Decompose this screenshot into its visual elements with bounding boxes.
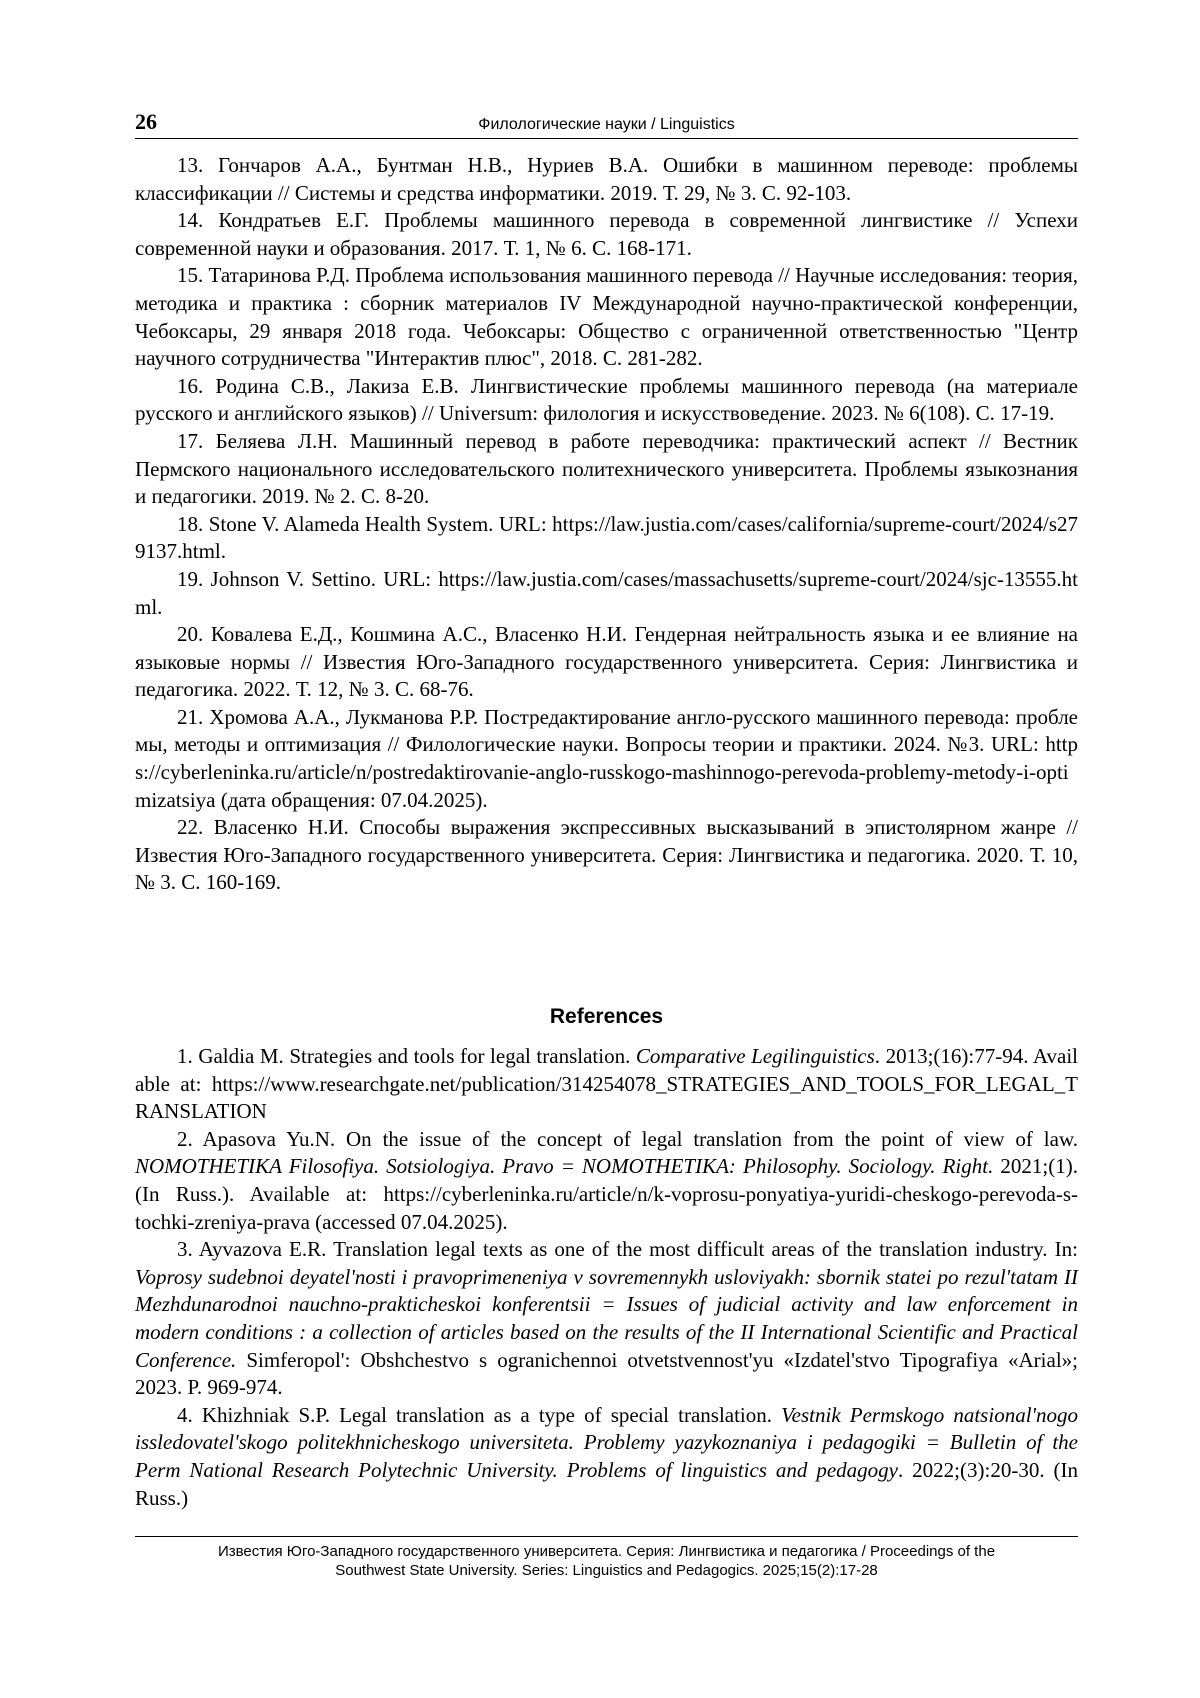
reference-list-english	[135, 1043, 1078, 1512]
reference-text: Татаринова Р.Д. Проблема использования машинного перевода // Научные исследования: теория, методика и практика : сборник материалов IV Международной научно-практической конференции, Чебоксары, 29 января 2018 года. Чебоксары: Общество с ограниченной ответственностью "Центр научного сотрудничества "Интерактив плюс", 2018. С. 281-282.	[135, 263, 1079, 371]
reference-details: 2021;(1). (In Russ.). Available at: https://cyberleninka.ru/article/n/k-voprosu-ponyatiya-yuridi-cheskogo-perevoda-s-tochki-zreniya-prava (accessed 07.04.2025).	[135, 1154, 1078, 1234]
reference-number: 15.	[177, 263, 204, 288]
journal-title: Comparative Legilinguistics	[635, 1044, 875, 1068]
reference-item	[135, 373, 1078, 428]
reference-item	[135, 1043, 1078, 1126]
reference-number: 1.	[177, 1044, 193, 1068]
reference-text: Кондратьев Е.Г. Проблемы машинного перевода в современной лингвистике // Успехи современной науки и образования. 2017. Т. 1, № 6. С. 168-171.	[135, 208, 1079, 260]
reference-number: 14.	[177, 208, 204, 233]
reference-item	[135, 621, 1078, 704]
reference-number: 3.	[177, 1237, 193, 1262]
reference-details: . 2013;(16):77-94. Available at: https://www.researchgate.net/publication/314254078_STRATEGIES_AND_TOOLS_FOR_LEGAL_TRANSLATION	[135, 1044, 1078, 1124]
reference-item	[135, 511, 1078, 566]
reference-number: 4.	[177, 1402, 193, 1427]
footer-line-2: Southwest State University. Series: Linguistics and Pedagogics. 2025;15(2):17-28	[335, 1562, 878, 1579]
reference-number: 17.	[177, 428, 204, 453]
reference-text: Хромова А.А., Лукманова Р.Р. Постредактирование англо-русского машинного перевода: проблемы, методы и оптимизация // Филологические науки. Вопросы теории и практики. 2024. №3. URL: https://cyberleninka.ru/article/n/postredaktirovanie-anglo-russkogo-mashinnogo-perevoda-problemy-metody-i-optimizatsiya (дата обращения: 07.04.2025).	[135, 704, 1078, 812]
reference-number: 2.	[177, 1126, 193, 1151]
reference-details: Simferopol': Obshchestvo s ogranichennoi otvetstvennost'yu «Izdatel'stvo Tipografiya «Arial»; 2023. P. 969-974.	[135, 1347, 1078, 1400]
reference-item	[135, 1126, 1078, 1236]
reference-text: Apasova Yu.N. On the issue of the concept of legal translation from the point of view of law.	[202, 1126, 1078, 1151]
reference-text: Johnson V. Settino. URL: https://law.justia.com/cases/massachusetts/supreme-court/2024/sjc-13555.html.	[135, 566, 1079, 619]
reference-text: Ayvazova E.R. Translation legal texts as one of the most difficult areas of the translation industry. In:	[198, 1237, 1078, 1262]
reference-number: 13.	[177, 153, 204, 177]
footer-line-1: Известия Юго-Западного государственного университета. Серия: Лингвистика и педагогика / Proceedings of the	[217, 1543, 996, 1560]
reference-number: 16.	[177, 373, 204, 398]
page-header	[135, 108, 1078, 139]
running-title: Филологические науки / Linguistics	[478, 116, 735, 133]
references-heading: References	[549, 1005, 664, 1028]
reference-text: Власенко Н.И. Способы выражения экспрессивных высказываний в эпистолярном жанре // Известия Юго-Западного государственного университета. Серия: Лингвистика и педагогика. 2020. Т. 10, № 3. С. 160-169.	[135, 815, 1079, 895]
page-number: 26	[135, 109, 157, 134]
reference-list-russian	[135, 152, 1078, 897]
reference-text: Galdia M. Strategies and tools for legal translation.	[198, 1044, 631, 1068]
journal-title: Voprosy sudebnoi deyatel'nosti i pravoprimeneniya v sovremennykh usloviyakh: sbornik statei po rezul'tatam II Mezhdunarodnoi nauchno-prakticheskoi konferentsii = Issues of judicial activity and law enforcement in modern conditions : a collection of articles based on the results of the II International Scientific and Practical Conference.	[135, 1264, 1078, 1372]
reference-item	[135, 566, 1078, 621]
reference-item	[135, 152, 1078, 207]
reference-item	[135, 1402, 1078, 1512]
reference-number: 20.	[177, 622, 204, 647]
reference-number: 19.	[177, 566, 204, 591]
reference-item	[135, 1236, 1078, 1402]
reference-text: Беляева Л.Н. Машинный перевод в работе переводчика: практический аспект // Вестник Пермского национального исследовательского политехнического университета. Проблемы языкознания и педагогики. 2019. № 2. С. 8-20.	[135, 428, 1079, 509]
journal-title: Vestnik Permskogo natsional'nogo issledovatel'skogo politekhnicheskogo universiteta. Problemy yazykoznaniya i pedagogiki = Bulletin of the Perm National Research Polytechnic University. Problems of linguistics and pedagogy	[135, 1402, 1079, 1482]
reference-text: Ковалева Е.Д., Кошмина А.С., Власенко Н.И. Гендерная нейтральность языка и ее влияние на языковые нормы // Известия Юго-Западного государственного университета. Серия: Лингвистика и педагогика. 2022. Т. 12, № 3. С. 68-76.	[135, 622, 1079, 702]
reference-item	[135, 262, 1078, 372]
reference-details: . 2022;(3):20-30. (In Russ.)	[135, 1457, 1079, 1510]
reference-item	[135, 207, 1078, 262]
reference-number: 18.	[177, 511, 204, 536]
reference-text: Stone V. Alameda Health System. URL: https://law.justia.com/cases/california/supreme-court/2024/s279137.html.	[135, 511, 1079, 564]
reference-number: 22.	[177, 815, 204, 840]
reference-item	[135, 704, 1078, 814]
journal-title: NOMOTHETIKA Filosofiya. Sotsiologiya. Pravo = NOMOTHETIKA: Philosophy. Sociology. Right.	[135, 1154, 994, 1179]
reference-number: 21.	[177, 704, 204, 729]
reference-item	[135, 814, 1078, 897]
reference-text: Родина С.В., Лакиза Е.В. Лингвистические проблемы машинного перевода (на материале русского и английского языков) // Universum: филология и искусствоведение. 2023. № 6(108). С. 17-19.	[135, 373, 1079, 426]
reference-text: Khizhniak S.P. Legal translation as a type of special translation.	[201, 1402, 773, 1427]
reference-item	[135, 428, 1078, 511]
reference-text: Гончаров А.А., Бунтман Н.В., Нуриев В.А. Ошибки в машинном переводе: проблемы классификации // Системы и средства информатики. 2019. Т. 29, № 3. С. 92-103.	[135, 153, 1078, 205]
page-footer	[135, 1536, 1078, 1580]
